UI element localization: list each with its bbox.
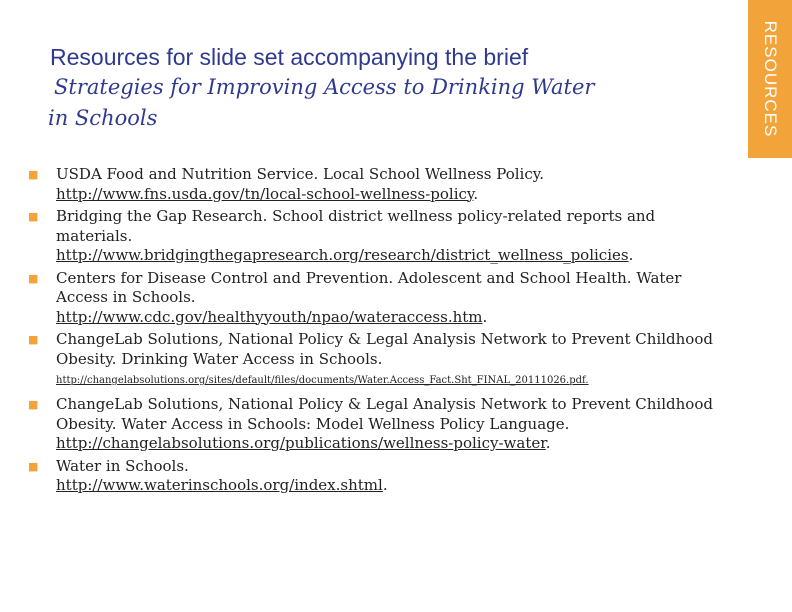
resource-link[interactable]: http://www.fns.usda.gov/tn/local-school-wellness-policy — [56, 184, 474, 203]
resource-suffix: . — [585, 375, 589, 386]
list-item — [28, 269, 728, 328]
title-line-1: Resources for slide set accompanying the brief — [50, 44, 529, 70]
resource-link[interactable]: http://changelabsolutions.org/publications/wellness-policy-water — [56, 434, 546, 452]
resource-text: Water in Schools. — [56, 456, 189, 475]
resource-text: ChangeLab Solutions, National Policy & Legal Analysis Network to Prevent Childhood Obesity. Water Access in Schools: Model Wellness Policy Language. — [56, 395, 713, 433]
resource-link[interactable]: http://www.cdc.gov/healthyyouth/npao/wateraccess.htm — [56, 307, 483, 326]
list-item — [28, 165, 728, 204]
slide-title — [48, 42, 728, 134]
resource-text: USDA Food and Nutrition Service. Local School Wellness Policy. — [56, 165, 545, 183]
resource-text: Bridging the Gap Research. School district wellness policy-related reports and materials. — [56, 207, 656, 245]
resource-link[interactable]: http://changelabsolutions.org/sites/default/files/documents/Water.Access_Fact.Sht_FINAL_20111026.pdf — [56, 375, 586, 386]
resource-text: ChangeLab Solutions, National Policy & Legal Analysis Network to Prevent Childhood Obesity. Drinking Water Access in Schools. — [56, 330, 713, 368]
list-item — [28, 457, 728, 496]
resource-text: Centers for Disease Control and Prevention. Adolescent and School Health. Water Access in Schools. — [56, 268, 682, 306]
bullet-icon: ■ — [28, 210, 39, 223]
resource-suffix: . — [473, 184, 479, 203]
resource-suffix: . — [628, 246, 634, 264]
resource-list — [28, 165, 728, 499]
bullet-icon: ■ — [28, 168, 39, 181]
resource-link[interactable]: http://www.waterinschools.org/index.shtml — [56, 476, 383, 494]
bullet-icon: ■ — [28, 459, 39, 473]
title-line-2: Strategies for Improving Access to Drinking Water — [54, 75, 595, 99]
title-line-3: in Schools — [48, 106, 158, 130]
resource-suffix: . — [482, 307, 488, 326]
bullet-icon: ■ — [28, 398, 39, 411]
list-item — [28, 207, 728, 266]
bullet-icon: ■ — [28, 333, 39, 346]
bullet-icon: ■ — [28, 271, 39, 285]
resource-suffix: . — [382, 476, 388, 494]
resource-suffix: . — [545, 434, 551, 452]
side-section-label: RESOURCES — [761, 20, 780, 138]
resource-link[interactable]: http://www.bridgingthegapresearch.org/research/district_wellness_policies — [56, 246, 629, 264]
list-item — [28, 395, 728, 454]
list-item — [28, 330, 728, 389]
